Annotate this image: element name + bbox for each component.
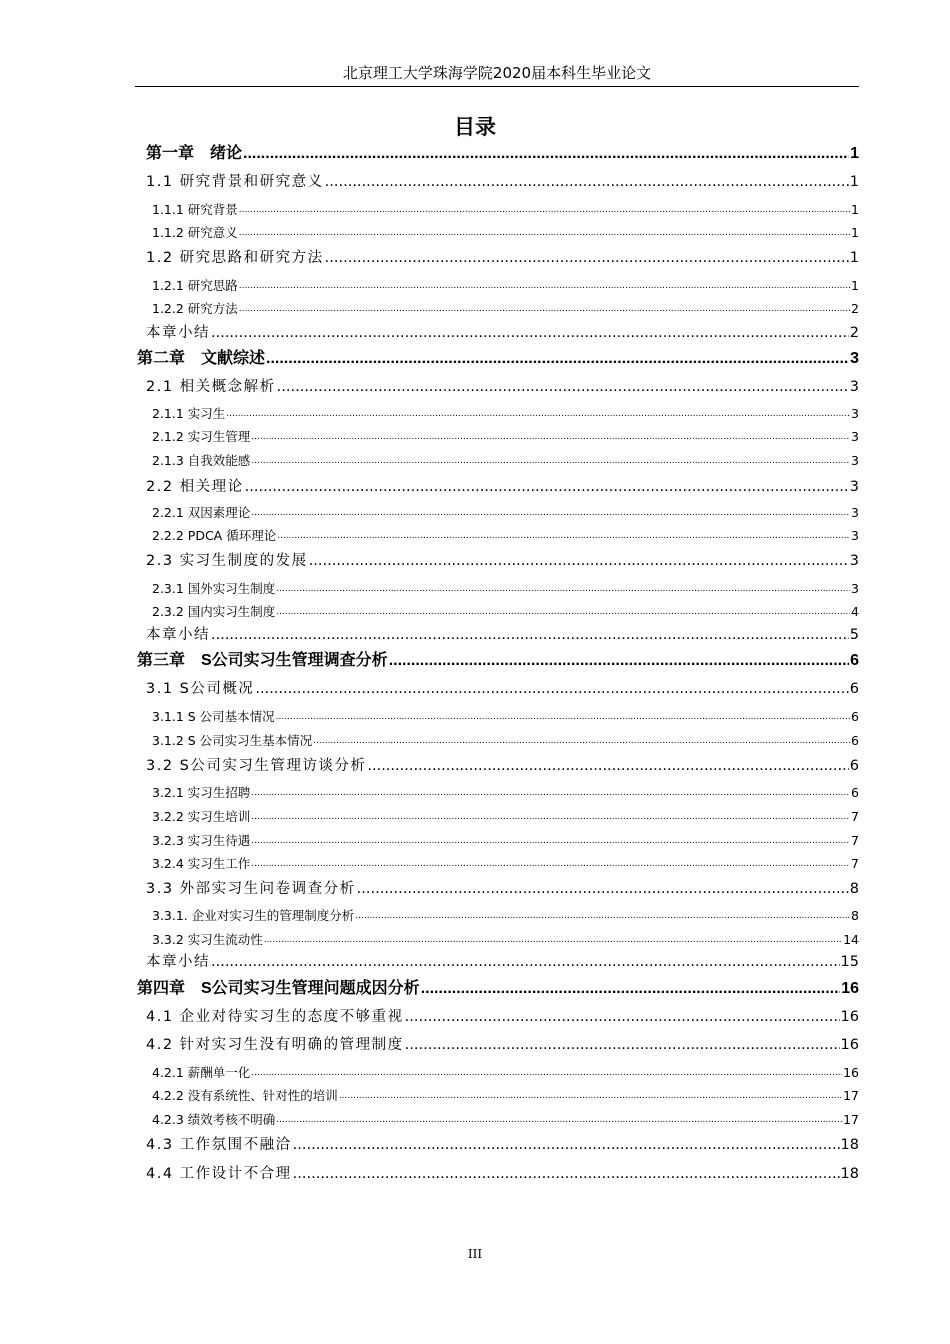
toc-leader-dots — [277, 525, 850, 545]
toc-leader-dots — [239, 222, 850, 242]
toc-entry[interactable] — [152, 931, 859, 949]
toc-entry-page: 15 — [840, 954, 859, 970]
toc-entry[interactable] — [152, 201, 859, 219]
toc-entry-title: 2.1.1 实习生 — [152, 406, 226, 421]
toc-leader-dots — [251, 830, 850, 850]
toc-entry[interactable] — [152, 224, 859, 242]
toc-entry-page: 8 — [849, 881, 859, 897]
toc-entry-page: 8 — [851, 908, 859, 923]
toc-entry[interactable] — [152, 428, 859, 446]
toc-entry-page: 3 — [849, 379, 859, 395]
toc-entry-title: 1.1 研究背景和研究意义 — [146, 174, 324, 190]
toc-entry[interactable] — [146, 755, 859, 777]
toc-entry-page: 7 — [851, 856, 859, 871]
toc-entry-page: 6 — [851, 733, 859, 748]
toc-entry-title: 1.2 研究思路和研究方法 — [146, 250, 324, 266]
toc-entry[interactable] — [152, 855, 859, 873]
toc-entry-page: 3 — [849, 553, 859, 569]
toc-entry-page: 6 — [851, 785, 859, 800]
toc-entry[interactable] — [146, 143, 859, 165]
toc-entry[interactable] — [137, 650, 859, 672]
toc-entry-title: 第一章 绪论 — [146, 145, 243, 162]
toc-leader-dots — [211, 624, 849, 646]
toc-entry-title: 2.3.2 国内实习生制度 — [152, 604, 276, 619]
toc-entry-title: 3.3.1. 企业对实习生的管理制度分析 — [152, 908, 355, 923]
toc-entry-title: 2.1.3 自我效能感 — [152, 453, 251, 468]
toc-leader-dots — [251, 502, 850, 522]
toc-entry-page: 1 — [851, 225, 859, 240]
toc-entry[interactable] — [146, 1006, 859, 1028]
toc-entry-page: 6 — [849, 758, 859, 774]
toc-entry-page: 17 — [843, 1112, 859, 1127]
toc-entry[interactable] — [137, 348, 859, 370]
toc-leader-dots — [251, 426, 850, 446]
toc-entry[interactable] — [146, 678, 859, 700]
toc-entry[interactable] — [152, 808, 859, 826]
toc-entry-page: 3 — [851, 528, 859, 543]
toc-entry-title: 4.2.1 薪酬单一化 — [152, 1065, 251, 1080]
toc-leader-dots — [277, 376, 849, 398]
toc-entry[interactable] — [146, 951, 859, 973]
toc-entry-title: 3.1.1 S 公司基本情况 — [152, 709, 275, 724]
toc-entry[interactable] — [146, 476, 859, 498]
toc-entry-page: 1 — [849, 250, 859, 266]
toc-entry-title: 3.1 S公司概况 — [146, 681, 255, 697]
toc-entry[interactable] — [146, 624, 859, 646]
toc-leader-dots — [226, 403, 850, 423]
toc-leader-dots — [211, 951, 840, 973]
toc-entry-page: 1 — [851, 278, 859, 293]
toc-entry-title: 本章小结 — [146, 954, 210, 970]
toc-entry-page: 17 — [843, 1088, 859, 1103]
toc-entry-page: 3 — [851, 453, 859, 468]
toc-entry[interactable] — [146, 878, 859, 900]
toc-leader-dots — [251, 450, 850, 470]
toc-entry-page: 3 — [851, 406, 859, 421]
toc-entry-title: 3.1.2 S 公司实习生基本情况 — [152, 733, 313, 748]
toc-entry-title: 4.2.3 绩效考核不明确 — [152, 1112, 276, 1127]
toc-leader-dots — [211, 322, 849, 344]
toc-leader-dots — [251, 782, 850, 802]
toc-entry-title: 2.1.2 实习生管理 — [152, 429, 251, 444]
toc-title: 目录 — [454, 115, 496, 139]
toc-leader-dots — [239, 275, 850, 295]
toc-leader-dots — [339, 1085, 842, 1105]
toc-entry[interactable] — [152, 603, 859, 621]
toc-entry[interactable] — [152, 405, 859, 423]
toc-entry-page: 3 — [851, 429, 859, 444]
toc-entry[interactable] — [152, 832, 859, 850]
toc-leader-dots — [251, 1062, 842, 1082]
toc-entry[interactable] — [152, 708, 859, 726]
toc-entry-page: 16 — [843, 1065, 859, 1080]
toc-entry[interactable] — [137, 978, 859, 1000]
toc-entry-title: 4.3 工作氛围不融洽 — [146, 1137, 292, 1153]
toc-entry-title: 4.1 企业对待实习生的态度不够重视 — [146, 1009, 404, 1025]
toc-leader-dots — [367, 755, 848, 777]
toc-entry-title: 3.2 S公司实习生管理访谈分析 — [146, 758, 367, 774]
toc-entry-title: 4.4 工作设计不合理 — [146, 1166, 292, 1182]
toc-entry-page: 2 — [851, 301, 859, 316]
toc-entry-title: 第三章 S公司实习生管理调查分析 — [137, 652, 388, 669]
toc-entry-page: 1 — [851, 202, 859, 217]
toc-entry-title: 3.2.1 实习生招聘 — [152, 785, 251, 800]
toc-leader-dots — [276, 601, 850, 621]
toc-entry-title: 4.2.2 没有系统性、针对性的培训 — [152, 1088, 338, 1103]
toc-entry-title: 2.3 实习生制度的发展 — [146, 553, 308, 569]
toc-entry[interactable] — [146, 322, 859, 344]
toc-leader-dots — [276, 1109, 842, 1129]
toc-entry-page: 7 — [851, 833, 859, 848]
toc-entry[interactable] — [146, 247, 859, 269]
toc-entry-title: 1.2.2 研究方法 — [152, 301, 238, 316]
toc-leader-dots — [239, 199, 850, 219]
toc-leader-dots — [313, 730, 850, 750]
toc-entry-page: 3 — [851, 505, 859, 520]
toc-leader-dots — [239, 298, 850, 318]
toc-leader-dots — [357, 878, 849, 900]
toc-entry-title: 3.3 外部实习生问卷调查分析 — [146, 881, 356, 897]
toc-entry-title: 本章小结 — [146, 627, 210, 643]
toc-entry-page: 3 — [851, 581, 859, 596]
toc-entry[interactable] — [152, 1087, 859, 1105]
toc-entry[interactable] — [152, 732, 859, 750]
toc-entry-title: 2.1 相关概念解析 — [146, 379, 276, 395]
toc-leader-dots — [389, 650, 849, 672]
toc-entry-page: 4 — [851, 604, 859, 619]
toc-entry-title: 第四章 S公司实习生管理问题成因分析 — [137, 980, 420, 997]
toc-leader-dots — [293, 1134, 840, 1156]
toc-entry-title: 1.1.1 研究背景 — [152, 202, 238, 217]
toc-leader-dots — [255, 678, 848, 700]
toc-entry-title: 3.3.2 实习生流动性 — [152, 932, 263, 947]
toc-entry[interactable] — [146, 376, 859, 398]
toc-leader-dots — [405, 1034, 840, 1056]
toc-entry-title: 3.2.4 实习生工作 — [152, 856, 251, 871]
toc-entry-title: 1.2.1 研究思路 — [152, 278, 238, 293]
toc-entry-title: 2.2.1 双因素理论 — [152, 505, 251, 520]
toc-leader-dots — [405, 1006, 840, 1028]
toc-entry[interactable] — [152, 1064, 859, 1082]
page-number: III — [467, 1247, 483, 1261]
toc-entry-title: 4.2 针对实习生没有明确的管理制度 — [146, 1037, 404, 1053]
toc-entry-page: 18 — [840, 1137, 859, 1153]
toc-leader-dots — [245, 476, 849, 498]
toc-leader-dots — [243, 143, 849, 165]
toc-entry[interactable] — [152, 527, 859, 545]
toc-entry-page: 14 — [843, 932, 859, 947]
toc-entry[interactable] — [146, 171, 859, 193]
toc-leader-dots — [309, 550, 849, 572]
toc-entry-page: 1 — [849, 174, 859, 190]
toc-entry-title: 第二章 文献综述 — [137, 350, 266, 367]
toc-entry-title: 2.2.2 PDCA 循环理论 — [152, 528, 277, 543]
toc-entry-page: 1 — [850, 145, 859, 162]
toc-leader-dots — [276, 706, 850, 726]
toc-entry[interactable] — [146, 1163, 859, 1185]
toc-leader-dots — [325, 171, 849, 193]
toc-entry-page: 3 — [850, 350, 859, 367]
toc-entry-page: 6 — [851, 709, 859, 724]
toc-entry[interactable] — [152, 504, 859, 522]
toc-entry-page: 18 — [840, 1166, 859, 1182]
toc-leader-dots — [421, 978, 841, 1000]
toc-entry[interactable] — [152, 784, 859, 802]
toc-leader-dots — [251, 806, 850, 826]
toc-entry[interactable] — [152, 580, 859, 598]
toc-leader-dots — [293, 1163, 840, 1185]
toc-entry-page: 6 — [850, 652, 859, 669]
toc-entry-page: 3 — [849, 479, 859, 495]
toc-entry[interactable] — [152, 277, 859, 295]
toc-leader-dots — [251, 853, 850, 873]
toc-entry[interactable] — [152, 907, 859, 925]
toc-leader-dots — [264, 929, 842, 949]
toc-entry-title: 2.2 相关理论 — [146, 479, 244, 495]
toc-entry[interactable] — [152, 452, 859, 470]
toc-entry-title: 3.2.3 实习生待遇 — [152, 833, 251, 848]
toc-entry[interactable] — [152, 1111, 859, 1129]
toc-entry[interactable] — [146, 550, 859, 572]
toc-entry-page: 5 — [849, 627, 859, 643]
running-header: 北京理工大学珠海学院2020届本科生毕业论文 — [135, 62, 859, 87]
toc-entry-page: 2 — [849, 325, 859, 341]
toc-entry-title: 1.1.2 研究意义 — [152, 225, 238, 240]
toc-leader-dots — [325, 247, 849, 269]
toc-entry-page: 6 — [849, 681, 859, 697]
toc-entry-page: 16 — [841, 980, 859, 997]
toc-entry[interactable] — [152, 300, 859, 318]
toc-entry-title: 3.2.2 实习生培训 — [152, 809, 251, 824]
toc-leader-dots — [355, 905, 850, 925]
toc-entry-page: 16 — [840, 1037, 859, 1053]
toc-entry-page: 16 — [840, 1009, 859, 1025]
toc-entry-title: 本章小结 — [146, 325, 210, 341]
toc-entry[interactable] — [146, 1134, 859, 1156]
toc-entry-page: 7 — [851, 809, 859, 824]
toc-leader-dots — [276, 578, 850, 598]
toc-entry-title: 2.3.1 国外实习生制度 — [152, 581, 276, 596]
toc-entry[interactable] — [146, 1034, 859, 1056]
toc-leader-dots — [266, 348, 849, 370]
